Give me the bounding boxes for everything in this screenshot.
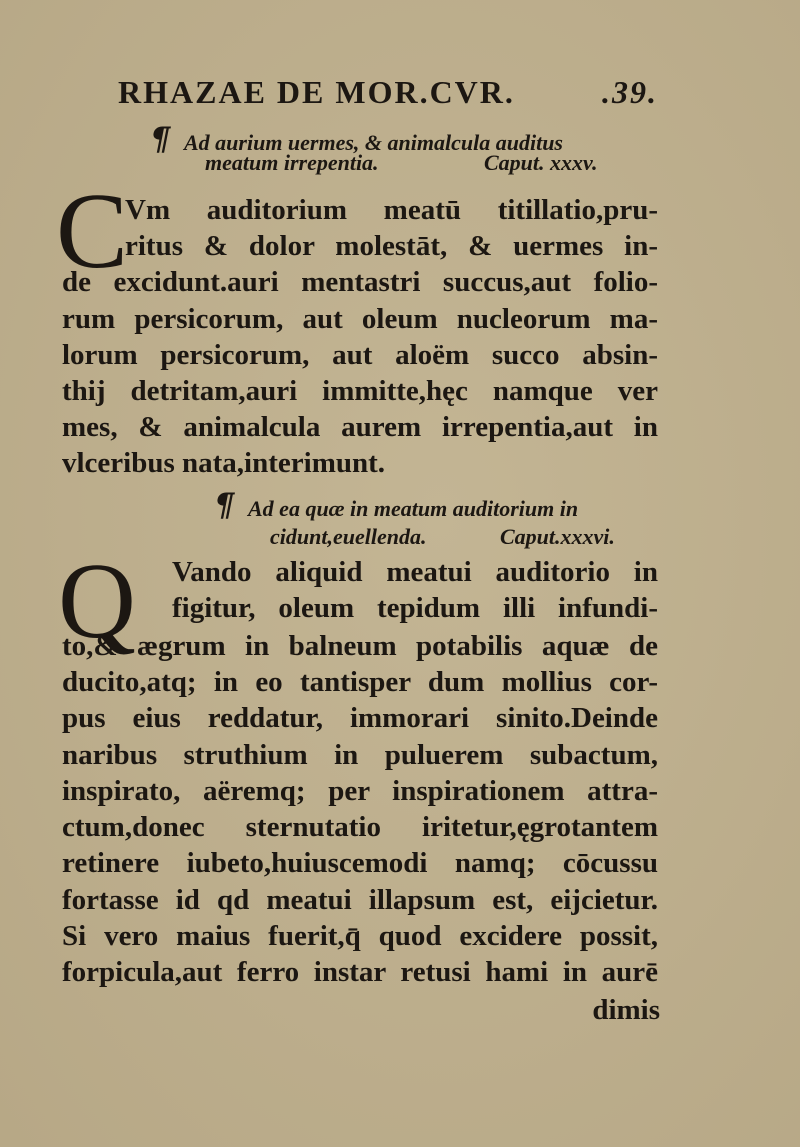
chapter-35-text-line: ritus & dolor molestāt, & uermes in- <box>125 230 658 262</box>
chapter-36-text-line: forpicula,aut ferro instar retusi hami in aurē <box>62 956 658 988</box>
running-head-title: RHAZAE DE MOR.CVR. <box>118 74 515 110</box>
chapter-35-text-line: de excidunt.auri mentastri succus,aut folio- <box>62 266 658 298</box>
chapter-36-text-line: inspirato, aëremq; per inspirationem attra- <box>62 775 658 807</box>
chapter-36-text-line: pus eius reddatur, immorari sinito.Deinde <box>62 702 658 734</box>
chapter-36-heading-line-2: cidunt,euellenda. <box>270 524 427 549</box>
page-number: .39. <box>602 74 658 110</box>
chapter-35-caput-number: Caput. xxxv. <box>484 150 598 175</box>
running-head <box>118 74 658 111</box>
chapter-36-caput-number: Caput.xxxvi. <box>500 524 615 549</box>
chapter-36-text-line: fortasse id qd meatui illapsum est, eijcietur. <box>62 884 658 916</box>
chapter-36-drop-cap: Q <box>58 542 136 661</box>
chapter-36-text-line: Si vero maius fuerit,q̄ quod excidere possit, <box>62 920 658 952</box>
catchword: dimis <box>592 994 660 1026</box>
chapter-35-text-line: vlceribus nata,interimunt. <box>62 447 386 479</box>
pilcrow-icon: ¶ <box>150 120 171 158</box>
chapter-35-text-line: lorum persicorum, aut aloëm succo absin- <box>62 339 658 371</box>
chapter-36-text-line: to,& ægrum in balneum potabilis aquæ de <box>62 630 658 662</box>
chapter-36-text-line: naribus struthium in puluerem subactum, <box>62 739 658 771</box>
chapter-35-drop-cap: C <box>56 172 129 291</box>
chapter-35-text-line: mes, & animalcula aurem irrepentia,aut in <box>62 411 658 443</box>
pilcrow-icon: ¶ <box>214 486 235 524</box>
chapter-36-text-line: retinere iubeto,huiuscemodi namq; cōcussu <box>62 847 658 879</box>
chapter-35-text-line: thij detritam,auri immitte,hęc namque ver <box>62 375 658 407</box>
chapter-35-heading-line-2: meatum irrepentia. <box>205 150 379 175</box>
chapter-35-heading-line-1: ¶ Ad aurium uermes, & animalcula auditus <box>150 120 563 158</box>
chapter-35-text-line: rum persicorum, aut oleum nucleorum ma- <box>62 303 658 335</box>
chapter-36-text-line: ducito,atq; in eo tantisper dum mollius cor- <box>62 666 658 698</box>
chapter-36-text-line: figitur, oleum tepidum illi infundi- <box>172 592 658 624</box>
chapter-36-text-line: ctum,donec sternutatio iritetur,ęgrotantem <box>62 811 658 843</box>
chapter-35-text-line: Vm auditorium meatū titillatio,pru- <box>125 194 658 226</box>
chapter-36-text-line: Vando aliquid meatui auditorio in <box>172 556 658 588</box>
chapter-36-heading-line-1: ¶ Ad ea quæ in meatum auditorium in <box>214 486 579 524</box>
